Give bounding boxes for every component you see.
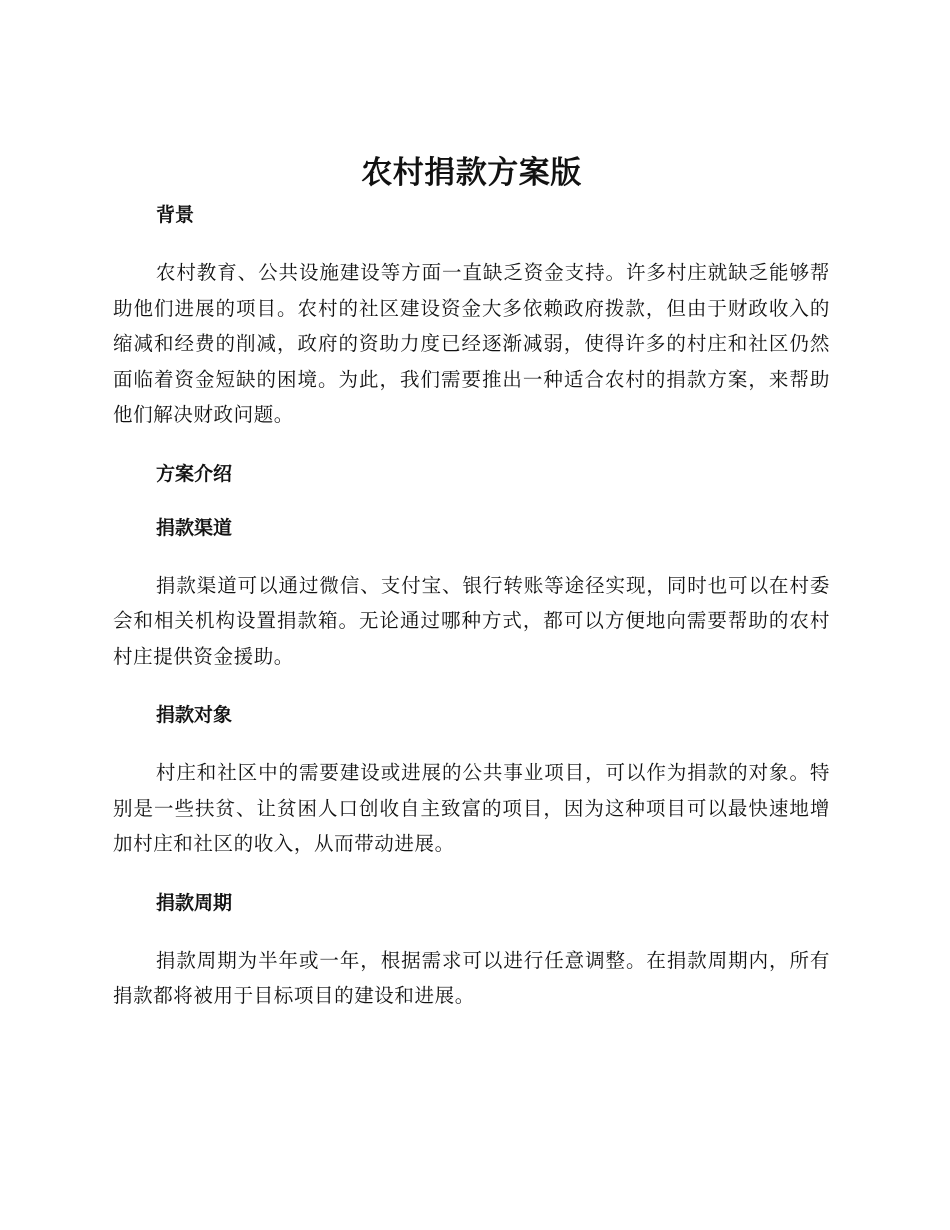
document-title: 农村捐款方案版 [361, 155, 582, 191]
section-body-donation-targets: 村庄和社区中的需要建设或进展的公共事业项目，可以作为捐款的对象。特别是一些扶贫、让贫困人口创收自主致富的项目，因为这种项目可以最快速地增加村庄和社区的收入，从而带动进展。 [113, 761, 830, 855]
section-heading-donation-cycle: 捐款周期 [156, 891, 233, 914]
section-heading-plan-intro: 方案介绍 [156, 462, 233, 485]
section-heading-donation-targets: 捐款对象 [156, 704, 233, 726]
section-heading-background: 背景 [156, 204, 195, 226]
section-body-donation-channels: 捐款渠道可以通过微信、支付宝、银行转账等途径实现，同时也可以在村委会和相关机构设置捐款箱。无论通过哪种方式，都可以方便地向需要帮助的农村村庄提供资金援助。 [113, 573, 830, 668]
document-page [113, 148, 830, 1014]
section-body-background: 农村教育、公共设施建设等方面一直缺乏资金支持。许多村庄就缺乏能够帮助他们进展的项目。农村的社区建设资金大多依赖政府拨款，但由于财政收入的缩减和经费的削减，政府的资助力度已经逐渐减弱，使得许多的村庄和社区仍然面临着资金短缺的困境。为此，我们需要推出一种适合农村的捐款方案，来帮助他们解决财政问题。 [113, 261, 830, 426]
section-body-donation-cycle: 捐款周期为半年或一年，根据需求可以进行任意调整。在捐款周期内，所有捐款都将被用于目标项目的建设和进展。 [113, 948, 830, 1007]
section-heading-donation-channels: 捐款渠道 [156, 516, 233, 539]
